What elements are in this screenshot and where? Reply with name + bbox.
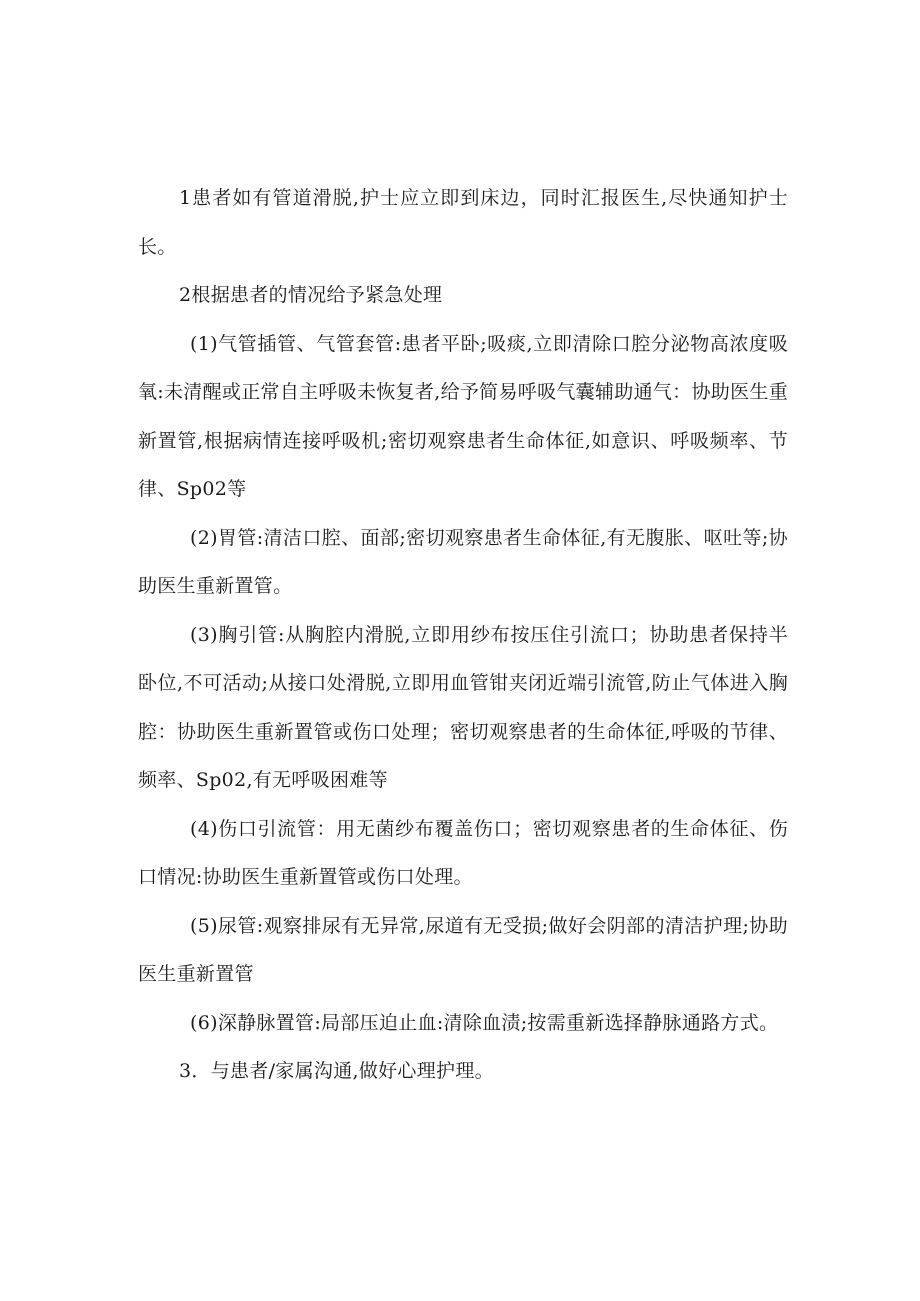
paragraph-step-3: 3．与患者/家属沟通,做好心理护理。 — [179, 1060, 494, 1082]
paragraph-wound-drain: (4)伤口引流管：用无菌纱布覆盖伤口；密切观察患者的生命体征、伤口情况:协助医生重新置管或伤口处理。 — [138, 817, 788, 888]
paragraph-tracheal-tube: (1)气管插管、气管套管:患者平卧;吸痰,立即清除口腔分泌物高浓度吸氧:未清醒或正常自主呼吸未恢复者,给予简易呼吸气囊辅助通气：协助医生重新置管,根据病情连接呼吸机;密切观察患者生命体征,如意识、呼吸频率、节律、Sp02等 — [138, 332, 788, 500]
paragraph-gastric-tube: (2)胃管:清洁口腔、面部;密切观察患者生命体征,有无腹胀、呕吐等;协助医生重新置管。 — [138, 526, 788, 597]
paragraph-deep-venous-catheter: (6)深静脉置管:局部压迫止血:清除血渍;按需重新选择静脉通路方式。 — [190, 1011, 779, 1034]
paragraph-step-1: 1患者如有管道滑脱,护士应立即到床边，同时汇报医生,尽快通知护士长。 — [138, 187, 788, 258]
document-body — [138, 174, 788, 1096]
paragraph-urinary-catheter: (5)尿管:观察排尿有无异常,尿道有无受损;做好会阴部的清洁护理;协助医生重新置管 — [138, 914, 788, 985]
paragraph-step-2: 2根据患者的情况给予紧急处理 — [179, 284, 443, 306]
paragraph-chest-tube: (3)胸引管:从胸腔内滑脱,立即用纱布按压住引流口；协助患者保持半卧位,不可活动;从接口处滑脱,立即用血管钳夹闭近端引流管,防止气体进入胸腔：协助医生重新置管或伤口处理；密切观察患者的生命体征,呼吸的节律、频率、Sp02,有无呼吸困难等 — [138, 623, 788, 791]
